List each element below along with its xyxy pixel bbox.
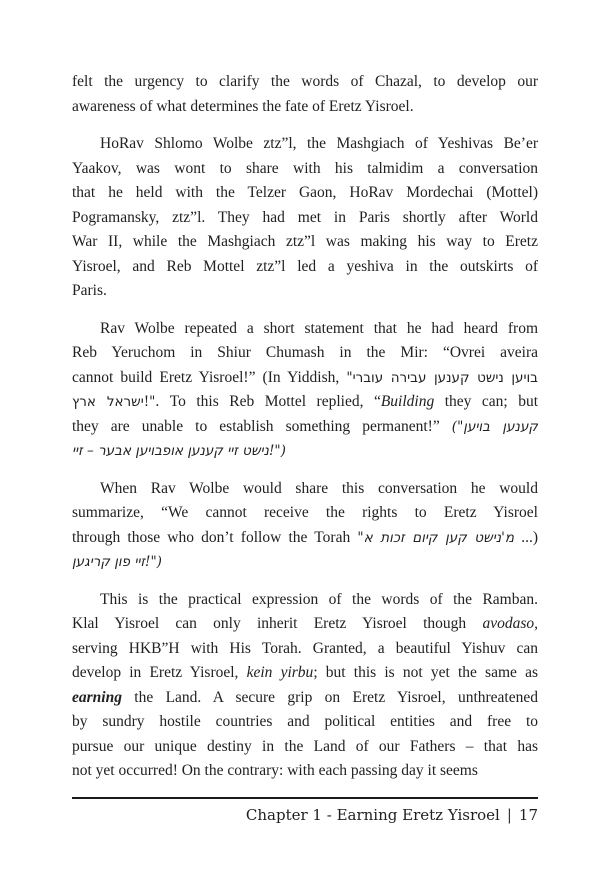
paragraph: [72, 70, 538, 119]
text-run: ...): [514, 528, 538, 546]
text-line: [72, 230, 538, 255]
text-line: [72, 661, 538, 686]
text-run: Klal Yisroel can only inherit Eretz Yisroel though: [72, 615, 483, 632]
text-run: they can; but: [434, 393, 538, 410]
text-run: Building: [380, 393, 435, 410]
page-footer: [72, 806, 538, 824]
footer-page-number: 17: [518, 806, 538, 824]
text-run: the Land. A secure grip on Eretz Yisroel, unthreatened: [121, 688, 538, 706]
text-line: [72, 550, 538, 575]
text-run: When Rav Wolbe would share this conversation he would: [100, 479, 538, 497]
text-run: Rav Wolbe repeated a short statement that he had heard from: [100, 319, 538, 337]
text-line: [72, 612, 538, 637]
text-run: awareness of what determines the fate of Eretz Yisroel.: [72, 97, 414, 115]
hebrew-text-run: "עוברי עבירה קענען נישט בויען: [346, 369, 538, 386]
text-run: they are unable to establish something permanent!”: [72, 417, 452, 435]
text-run: Yisroel, and Reb Mottel ztz”l led a yeshiva in the outskirts of: [72, 257, 538, 275]
body-text: [72, 70, 538, 797]
text-run: pursue our unique destiny in the Land of our Fathers – that has: [72, 737, 538, 755]
text-line: [72, 366, 538, 391]
text-line: [72, 477, 538, 502]
hebrew-text-run: ארץ ישראל!": [72, 394, 156, 410]
text-line: [72, 588, 538, 613]
text-run: This is the practical expression of the words of the Ramban.: [100, 590, 538, 608]
text-run: HoRav Shlomo Wolbe ztz”l, the Mashgiach of Yeshivas Be’er: [100, 135, 538, 152]
text-line: [72, 132, 538, 157]
paragraph: [72, 588, 538, 784]
text-line: [72, 157, 538, 182]
hebrew-text-run: קריגען פון זיי!"): [72, 554, 162, 570]
text-run: War II, while the Mashgiach ztz”l was making his way to Eretz: [72, 233, 538, 250]
paragraph: [72, 132, 538, 304]
text-run: earning: [72, 688, 122, 706]
text-run: Reb Yeruchom in Shiur Chumash in the Mir: “Ovrei aveira: [72, 344, 538, 361]
text-line: [72, 439, 538, 464]
text-run: . To this Reb Mottel replied, “: [155, 393, 381, 410]
text-run: ; but this is not yet the same as: [313, 664, 538, 681]
hebrew-text-run: "א זכות קיום קען מ'נישט: [357, 529, 515, 546]
text-run: avodaso,: [482, 615, 538, 632]
text-line: [72, 759, 538, 784]
text-run: by sundry hostile countries and political entities and free to: [72, 713, 538, 730]
text-line: [72, 181, 538, 206]
text-line: [72, 526, 538, 551]
footer-rule: [72, 797, 538, 799]
paragraph: [72, 477, 538, 575]
text-run: develop in Eretz Yisroel,: [72, 664, 247, 681]
text-run: that he held with the Telzer Gaon, HoRav Mordechai (Mottel): [72, 184, 538, 201]
footer-divider: |: [506, 806, 512, 824]
text-run: Yaakov, was wont to share with his talmidim a conversation: [72, 159, 538, 177]
text-line: [72, 341, 538, 366]
text-line: [72, 501, 538, 526]
text-run: cannot build Eretz Yisroel!” (In Yiddish,: [72, 368, 347, 386]
text-line: [72, 637, 538, 662]
text-line: [72, 70, 538, 95]
text-run: serving HKB”H with His Torah. Granted, a beautiful Yishuv can: [72, 639, 538, 657]
text-line: [72, 710, 538, 735]
footer-chapter-label: Chapter 1 - Earning Eretz Yisroel: [245, 806, 500, 824]
text-line: [72, 279, 538, 304]
text-line: [72, 95, 538, 120]
text-run: Pogramansky, ztz”l. They had met in Paris shortly after World: [72, 208, 538, 226]
text-line: [72, 317, 538, 342]
text-run: felt the urgency to clarify the words of Chazal, to develop our: [72, 73, 538, 90]
text-line: [72, 390, 538, 415]
text-run: Paris.: [72, 282, 107, 299]
text-run: summarize, “We cannot receive the rights to Eretz Yisroel: [72, 504, 538, 521]
text-run: through those who don’t follow the Torah: [72, 528, 358, 546]
text-line: [72, 686, 538, 711]
text-line: [72, 735, 538, 760]
hebrew-text-run: זיי – אבער אופבויען קענען זיי נישט!"): [72, 443, 286, 459]
text-line: [72, 415, 538, 440]
text-run: kein yirbu: [246, 664, 314, 681]
hebrew-text-run: ("בויען קענען: [451, 418, 538, 435]
text-run: not yet occurred! On the contrary: with each passing day it seems: [72, 762, 478, 779]
text-line: [72, 255, 538, 280]
text-line: [72, 206, 538, 231]
paragraph: [72, 317, 538, 464]
